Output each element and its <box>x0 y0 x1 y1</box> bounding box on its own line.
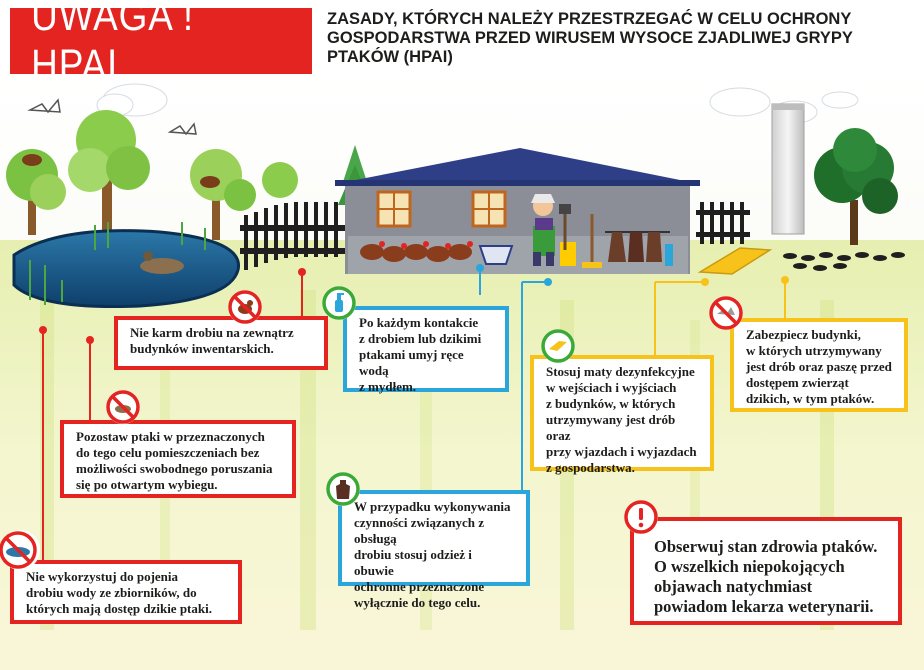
rule-feed-box <box>114 316 328 370</box>
rule-water-box <box>10 560 242 624</box>
rule-mats-line: Stosuj maty dezynfekcyjne <box>546 364 695 379</box>
rule-clothes-line: czynności związanych z obsługą <box>354 515 484 546</box>
disinfection-mat-icon <box>541 329 575 363</box>
rule-clothes-line: ochronne przeznaczone <box>354 579 485 594</box>
feeder-basket <box>480 246 512 264</box>
rule-mats-line: z gospodarstwa. <box>546 460 635 475</box>
no-free-range-icon <box>106 390 140 424</box>
rule-wash-line: z mydłem. <box>359 379 417 394</box>
rule-keep-line: Pozostaw ptaki w przeznaczonych <box>76 429 265 444</box>
rule-protect-box <box>730 318 908 412</box>
rule-protect-line: Zabezpiecz budynki, <box>746 327 861 342</box>
rule-keep-line: się po otwartym wybiegu. <box>76 477 218 492</box>
rule-protect-line: dostępem zwierząt <box>746 375 849 390</box>
rule-clothes-line: W przypadku wykonywania <box>354 499 511 514</box>
rule-clothes-box <box>338 490 530 610</box>
rule-observe-line: Obserwuj stan zdrowia ptaków. <box>654 537 878 556</box>
rule-feed-line: Nie karm drobiu na zewnątrz <box>130 325 294 340</box>
rule-keep-line: do tego celu pomieszczeniach bez <box>76 445 260 460</box>
silo <box>772 104 804 234</box>
exclamation-icon <box>624 500 658 534</box>
rule-keep-box <box>60 420 296 498</box>
rule-wash-box <box>343 306 509 392</box>
rule-mats-line: w wejściach i wyjściach <box>546 380 677 395</box>
soap-bottle-icon <box>322 286 356 320</box>
rule-protect-line: jest drób oraz paszę przed <box>746 359 892 374</box>
rule-wash-line: z drobiem lub dzikimi <box>359 331 482 346</box>
rule-observe-line: objawach natychmiast <box>654 577 813 596</box>
rule-protect-line: dzikich, w tym ptaków. <box>746 391 875 406</box>
rule-observe-box <box>630 517 902 625</box>
rule-mats-line: przy wjazdach i wyjazdach <box>546 444 697 459</box>
apron-icon <box>326 472 360 506</box>
rule-keep-line: możliwości swobodnego poruszania <box>76 461 273 476</box>
rule-observe-line: powiadom lekarza weterynarii. <box>654 597 874 616</box>
no-wild-bird-icon <box>709 296 743 330</box>
rule-mats-box <box>530 355 714 475</box>
rule-mats-line: utrzymywany jest drób oraz <box>546 412 676 443</box>
rule-feed-line: budynków inwentarskich. <box>130 341 274 356</box>
rule-water-line: których mają dostęp dzikie ptaki. <box>26 601 212 616</box>
rule-mats-line: z budynków, w których <box>546 396 676 411</box>
rule-observe-line: O wszelkich niepokojących <box>654 557 845 576</box>
rule-clothes-line: drobiu stosuj odzież i obuwie <box>354 547 472 578</box>
no-pond-water-icon <box>0 530 40 570</box>
rule-clothes-line: wyłącznie do tego celu. <box>354 595 481 610</box>
no-chicken-icon <box>228 290 262 324</box>
page-title: UWAGA ! HPAI <box>31 0 195 89</box>
rule-water-line: drobiu wody ze zbiorników, do <box>26 585 197 600</box>
rule-wash-line: Po każdym kontakcie <box>359 315 479 330</box>
page-subtitle: ZASADY, KTÓRYCH NALEŻY PRZESTRZEGAĆ W CELU OCHRONY GOSPODARSTWA PRZED WIRUSEM WYSOCE ZJADLIWEJ GRYPY PTAKÓW (HPAI) <box>327 10 853 66</box>
hens <box>360 244 472 262</box>
rule-water-line: Nie wykorzystuj do pojenia <box>26 569 179 584</box>
rule-wash-line: ptakami umyj ręce wodą <box>359 347 464 378</box>
rule-protect-line: w których utrzymywany <box>746 343 882 358</box>
title-banner <box>10 0 312 89</box>
